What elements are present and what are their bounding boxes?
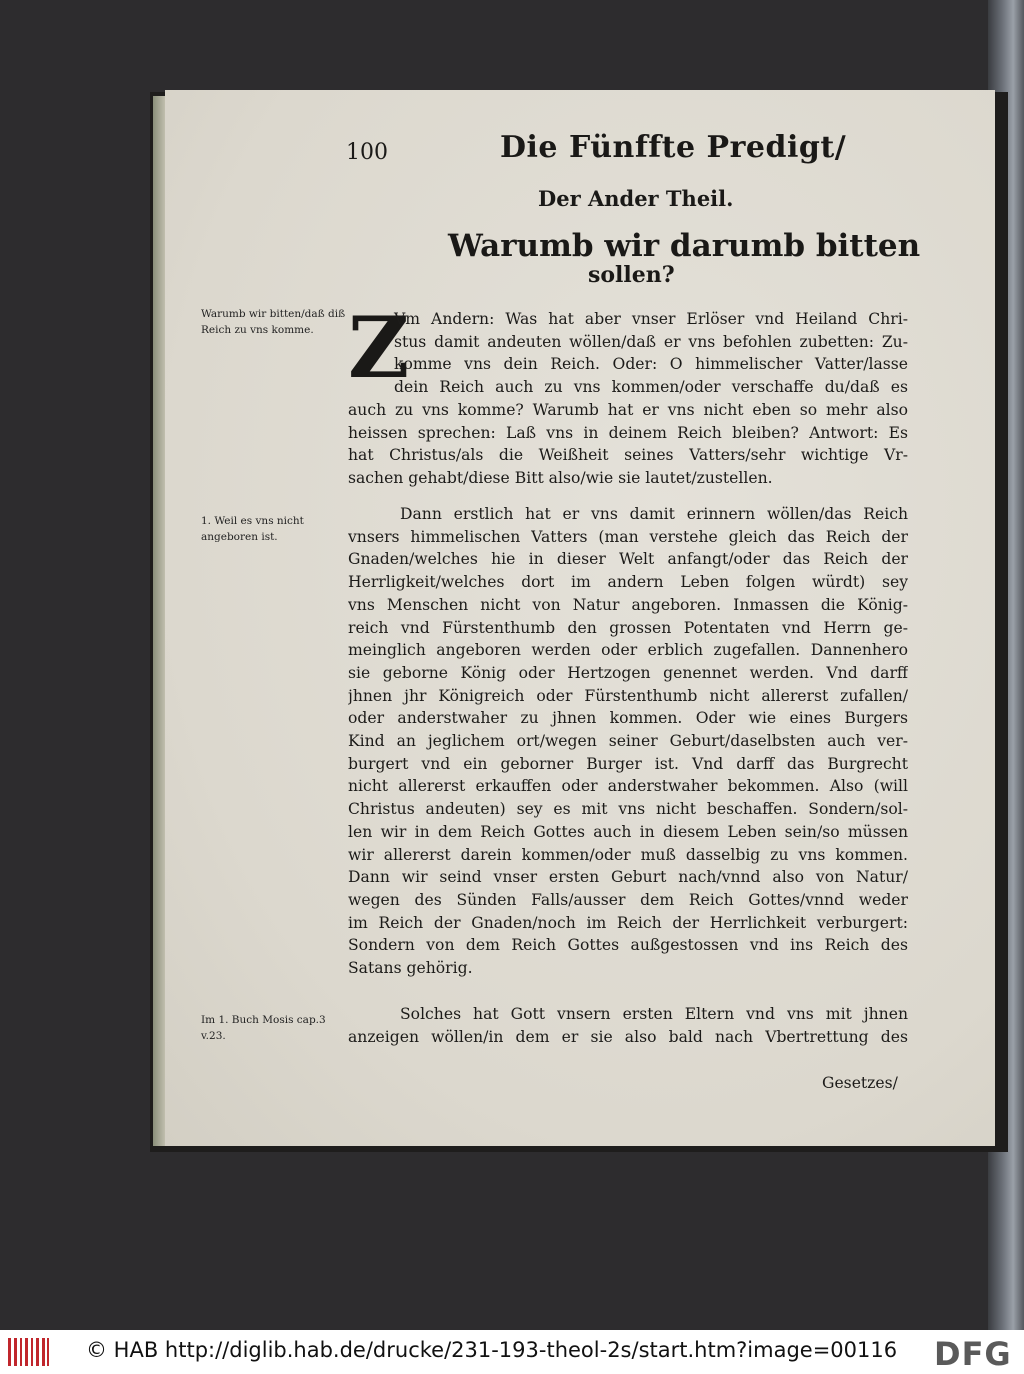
section-title: Der Ander Theil. [538,186,734,211]
text-line: auch zu vns komme? Warumb hat er vns nicht eben so mehr also [348,400,908,419]
page-number: 100 [346,140,388,165]
text-line: oder anderstwaher zu jhnen kommen. Oder wie eines Burgers [348,709,908,728]
text-line: reich vnd Fürstenthumb den grossen Potentaten vnd Herrn ge- [348,618,908,637]
text-line: Vm Andern: Was hat aber vnser Erlöser vnd Heiland Chri- [394,310,908,328]
text-line: stus damit andeuten wöllen/daß er vns befohlen zubetten: Zu- [394,332,908,351]
text-line: wegen des Sünden Falls/ausser dem Reich Gottes/vnnd weder [348,890,908,909]
text-line: burgert vnd ein geborner Burger ist. Vnd darff das Burgrecht [348,754,908,773]
barcode-icon [8,1338,50,1366]
text-line: sie geborne König oder Hertzogen genennet werden. Vnd darff [348,663,908,682]
text-line: vns Menschen nicht von Natur angeboren. Inmassen die König- [348,595,908,614]
chapter-heading-continued: sollen? [588,262,675,288]
margin-note-3: Im 1. Buch Mosis cap.3 v.23. [201,1014,326,1042]
drop-cap: Z [348,298,410,397]
text-line: Dann wir seind vnser ersten Geburt nach/vnnd also von Natur/ [348,868,908,887]
text-line: Christus andeuten) sey es mit vns nicht beschaffen. Sondern/sol- [348,800,908,819]
text-line: Kind an jeglichem ort/wegen seiner Geburt/daselbsten auch ver- [348,732,908,751]
footer-bar [0,1330,1024,1374]
running-head: Die Fünffte Predigt/ [500,130,847,165]
text-line: komme vns dein Reich. Oder: O himmelischer Vatter/lasse [394,355,908,374]
text-line: Herrligkeit/welches dort im andern Leben folgen würdt) sey [348,573,908,592]
text-line: vnsers himmelischen Vatters (man verstehe gleich das Reich der [348,527,908,546]
text-line: im Reich der Gnaden/noch im Reich der Herrlichkeit verburgert: [348,913,908,932]
text-line: dein Reich auch zu vns kommen/oder verschaffe du/daß es [394,378,908,397]
text-line: Satans gehörig. [348,959,473,978]
margin-note-2: 1. Weil es vns nicht angeboren ist. [201,515,304,543]
footer-citation: © HAB http://diglib.hab.de/drucke/231-193-theol-2s/start.htm?image=00116 [86,1338,898,1362]
text-line: anzeigen wöllen/in dem er sie also bald nach Vbertrettung des [348,1027,908,1046]
margin-note-1: Warumb wir bitten/daß diß Reich zu vns komme. [201,308,346,336]
text-line: heissen sprechen: Laß vns in deinem Reich bleiben? Antwort: Es [348,423,908,442]
text-line: jhnen jhr Königreich oder Fürstenthumb nicht allererst zufallen/ [348,686,908,705]
paragraph-3 [348,1003,908,1048]
text-line: meinglich angeboren werden oder erblich zugefallen. Dannenhero [348,641,908,660]
text-line: Sondern von dem Reich Gottes außgestossen vnd ins Reich des [348,936,908,955]
paragraph-2 [348,503,908,980]
chapter-heading: Warumb wir darumb bitten [448,228,921,264]
text-line: wir allererst darein kommen/oder muß dasselbig zu vns kommen. [348,845,908,864]
text-line: hat Christus/als die Weißheit seines Vatters/sehr wichtige Vr- [348,446,908,465]
text-line: len wir in dem Reich Gottes auch in diesem Leben sein/so müssen [348,822,908,841]
text-line: Solches hat Gott vnsern ersten Eltern vnd vns mit jhnen [400,1005,908,1023]
text-line: Dann erstlich hat er vns damit erinnern wöllen/das Reich [400,505,908,523]
text-line: nicht allererst erkauffen oder anderstwaher bekommen. Also (will [348,777,908,796]
paragraph-1 [348,298,908,490]
dfg-logo: DFG [934,1335,1012,1373]
text-line: sachen gehabt/diese Bitt also/wie sie lautet/zustellen. [348,468,773,487]
catchword: Gesetzes/ [822,1074,898,1092]
text-line: Gnaden/welches hie in dieser Welt anfangt/oder das Reich der [348,550,908,569]
